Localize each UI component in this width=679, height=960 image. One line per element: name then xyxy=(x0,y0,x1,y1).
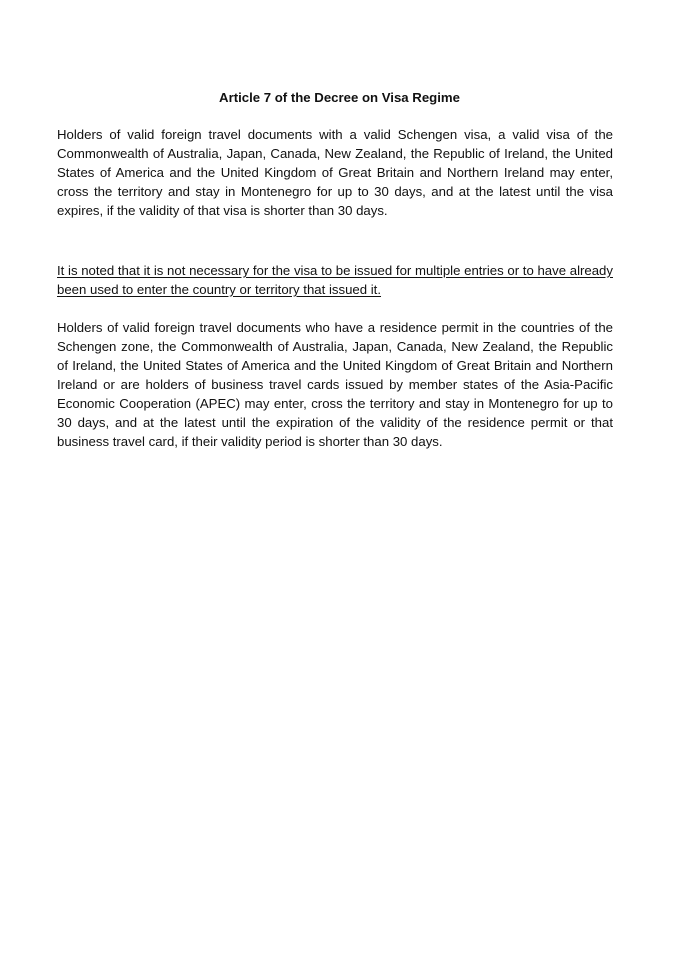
paragraph-note-underlined: It is noted that it is not necessary for the visa to be issued for multiple entries or to have already been used to enter the country or territory that issued it. xyxy=(57,263,613,297)
paragraph-schengen-visa: Holders of valid foreign travel documents with a valid Schengen visa, a valid visa of the Commonwealth of Australia, Japan, Canada, New Zealand, the Republic of Ireland, the United States of America and the United Kingdom of Great Britain and Northern Ireland may enter, cross the territory and stay in Montenegro for up to 30 days, and at the latest until the visa expires, if the validity of that visa is shorter than 30 days. xyxy=(57,127,613,218)
paragraph-residence-permit: Holders of valid foreign travel documents who have a residence permit in the countries of the Schengen zone, the Commonwealth of Australia, Japan, Canada, New Zealand, the Republic of Ireland, the United States of America and the United Kingdom of Great Britain and Northern Ireland or are holders of business travel cards issued by member states of the Asia-Pacific Economic Cooperation (APEC) may enter, cross the territory and stay in Montenegro for up to 30 days, and at the latest until the expiration of the validity of the residence permit or that business travel card, if their validity period is shorter than 30 days. xyxy=(57,320,613,449)
document-title: Article 7 of the Decree on Visa Regime xyxy=(219,90,460,105)
